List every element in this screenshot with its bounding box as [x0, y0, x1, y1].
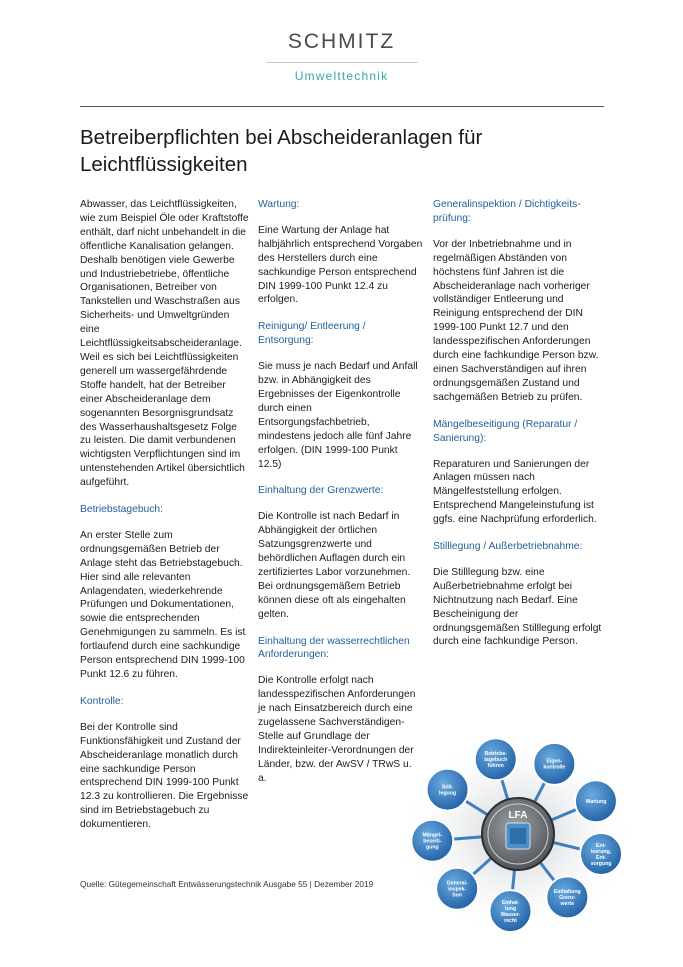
company-logo — [0, 30, 683, 83]
text-maengelbeseitigung: Reparaturen und Sanierungen der Anlagen müssen nach Mängelfeststellung erfolgen. Entsprechend Mangeleinstufung ist ggfs. eine Nachprüfung erforderlich. — [433, 458, 597, 526]
separator-tank-core — [510, 828, 526, 844]
diagram-node-label: gung — [425, 844, 439, 851]
diagram-node-label: legung — [439, 790, 457, 797]
logo-divider — [266, 62, 418, 63]
diagram-node-label: tion — [452, 892, 462, 899]
diagram-node-4 — [580, 833, 622, 875]
diagram-node-label: inspek- — [448, 886, 467, 893]
heading-stilllegung: Stilllegung / Außerbetriebnahme: — [433, 541, 583, 553]
diagram-node-label: kontrolle — [543, 764, 566, 771]
text-reinigung: Sie muss je nach Bedarf und Anfall bzw. in Abhängigkeit des Ergebnisses der Eigenkontrolle durch einen Entsorgungsfachbetrieb, mindestens jedoch alle fünf Jahre erfolgen. (DIN 1999-100 Punkt 12.5) — [258, 361, 418, 470]
diagram-node-label: Ent- — [596, 842, 607, 849]
diagram-node-5 — [546, 876, 588, 918]
diagram-node-label: beseiti- — [423, 838, 442, 845]
intro-paragraph: Abwasser, das Leichtflüssigkeiten, wie zum Beispiel Öle oder Kraftstoffe enthält, darf nicht unbehandelt in die öffentliche Kanalisation gelangen. Deshalb benötigen viele Gewerbe und Industriebetriebe, öffentliche Organisationen, Betreiber von Tankstellen und Waschstraßen aus Sicherheits- und Umweltgründen eine Leichtflüssigkeitsabscheideranlage. Weil es sich bei Leichtflüssigkeiten generell um wassergefährdende Stoffe handelt, hat der Betreiber einer Abscheideranlage dem sogenannten Besorgnisgrundsatz des Wasserhaushaltsgesetz Folge zu leisten. Die damit verbundenen wichtigsten Verpflichtungen sind im untenstehenden Artikel übersichtlich aufgeführt. — [80, 199, 249, 489]
heading-grenzwerte: Einhaltung der Grenzwerte: — [258, 485, 384, 497]
text-wasserrecht: Die Kontrolle erfolgt nach landesspezifischen Anforderungen je nach Einsatzbereich durch eine zugelassene Sachverständigen-Stelle auf Grundlage der Indirekteinleiter-Verordnungen der Länder, bzw. der AwSV / TRwS u. a. — [258, 675, 416, 784]
diagram-node-2 — [533, 743, 575, 785]
text-stilllegung: Die Stilllegung bzw. eine Außerbetriebnahme erfolgt bei Nichtnutzung nach Bedarf. Eine Bescheinigung der ordnungsgemäßen Stilllegung erfolgt durch eine fachkundige Person. — [433, 566, 602, 648]
diagram-node-label: Eigen- — [546, 758, 563, 765]
lfa-diagram-svg — [398, 720, 638, 940]
column-1 — [80, 198, 250, 845]
source-footer: Quelle: Gütegemeinschaft Entwässerungstechnik Ausgabe 55 | Dezember 2019 — [80, 879, 374, 889]
diagram-node-1 — [475, 738, 517, 780]
heading-wartung: Wartung: — [258, 199, 300, 210]
column-2 — [258, 198, 423, 799]
diagram-node-label: tung — [504, 905, 517, 912]
diagram-node-label: sorgung — [590, 860, 612, 867]
diagram-node-label: Betriebs- — [484, 751, 507, 758]
diagram-node-9 — [427, 769, 469, 811]
column-3 — [433, 198, 603, 662]
heading-generalinspektion: Generalinspektion / Dichtigkeits-prüfung: — [433, 199, 581, 224]
lfa-cycle-diagram — [398, 720, 638, 940]
diagram-node-3 — [575, 780, 617, 822]
center-node — [482, 798, 554, 870]
heading-betriebstagebuch: Betriebstagebuch: — [80, 504, 164, 516]
diagram-node-label: recht — [504, 917, 517, 924]
diagram-node-label: tagebuch — [484, 757, 508, 764]
diagram-node-label: Still- — [441, 784, 454, 791]
diagram-node-8 — [411, 820, 453, 862]
heading-kontrolle: Kontrolle: — [80, 695, 124, 707]
center-label: LFA — [508, 810, 528, 821]
diagram-node-label: führen — [487, 763, 504, 770]
diagram-node-label: Grenz- — [559, 895, 576, 902]
text-betriebstagebuch: An erster Stelle zum ordnungsgemäßen Betrieb der Anlage steht das Betriebstagebuch. Hier sind alle relevanten Anlagendaten, wiederkehrende Prüfungen und Dokumentationen, sowie die entsprechenden Genehmigungen zu sammeln. Es ist fortlaufend durch eine sachkundige Person entsprechend DIN 1999-100 Punkt 12.6 zu führen. — [80, 529, 246, 680]
text-generalinspektion: Vor der Inbetriebnahme und in regelmäßigen Abständen von höchstens fünf Jahren ist die Abscheideranlage nach vorheriger vollständiger Entleerung und Reinigung entsprechend der DIN 1999-100 Punkt 12.7 und den landesspezifischen Anforderungen durch eine fachkundige Person bzw. einen Sachverständigen auf ihren ordnungsgemäßen Zustand und sachgemäßen Betrieb zu prüfen. — [433, 238, 599, 403]
diagram-node-label: leerung, — [590, 848, 612, 855]
logo-subtitle: Umwelttechnik — [294, 69, 389, 83]
diagram-node-label: Wasser- — [500, 911, 521, 918]
diagram-node-label: Einhaltung — [553, 889, 581, 896]
text-grenzwerte: Die Kontrolle ist nach Bedarf in Abhängigkeit der örtlichen Satzungsgrenzwerte und behördlichen Auflagen durch ein zertifiziertes Labor vorzunehmen. Bei ordnungsgemäßem Betrieb können diese oft als eingehalten gelten. — [258, 511, 411, 620]
text-kontrolle: Bei der Kontrolle sind Funktionsfähigkeit und Zustand der Abscheideranlage monatlich durch eine sachkundige Person entsprechend DIN 1999-100 Punkt 12.3 zu kontrollieren. Die Ergebnisse sind im Betriebstagebuch zu dokumentieren. — [80, 721, 249, 831]
heading-reinigung: Reinigung/ Entleerung / Entsorgung: — [258, 321, 366, 347]
logo-name: SCHMITZ — [287, 30, 396, 53]
diagram-node-label: General- — [446, 880, 468, 887]
diagram-node-label: Wartung — [585, 799, 607, 806]
diagram-node-label: werte — [560, 901, 575, 908]
diagram-node-6 — [490, 890, 532, 932]
page-title: Betreiberpflichten bei Abscheideranlagen für Leichtflüssigkeiten — [80, 126, 483, 176]
diagram-node-label: Mängel- — [422, 832, 443, 839]
text-wartung: Eine Wartung der Anlage hat halbjährlich entsprechend Vorgaben des Herstellers durch eine sachkundige Person entsprechend DIN 1999-100 Punkt 12.4 zu erfolgen. — [258, 224, 423, 306]
diagram-node-7 — [436, 868, 478, 910]
heading-wasserrecht: Einhaltung der wasserrechtlichen Anforderungen: — [258, 635, 410, 661]
heading-maengelbeseitigung: Mängelbeseitigung (Reparatur / Sanierung): — [433, 418, 578, 444]
header-divider — [80, 106, 604, 107]
diagram-node-label: Einhal- — [501, 899, 520, 906]
diagram-node-label: Ent- — [596, 854, 607, 861]
